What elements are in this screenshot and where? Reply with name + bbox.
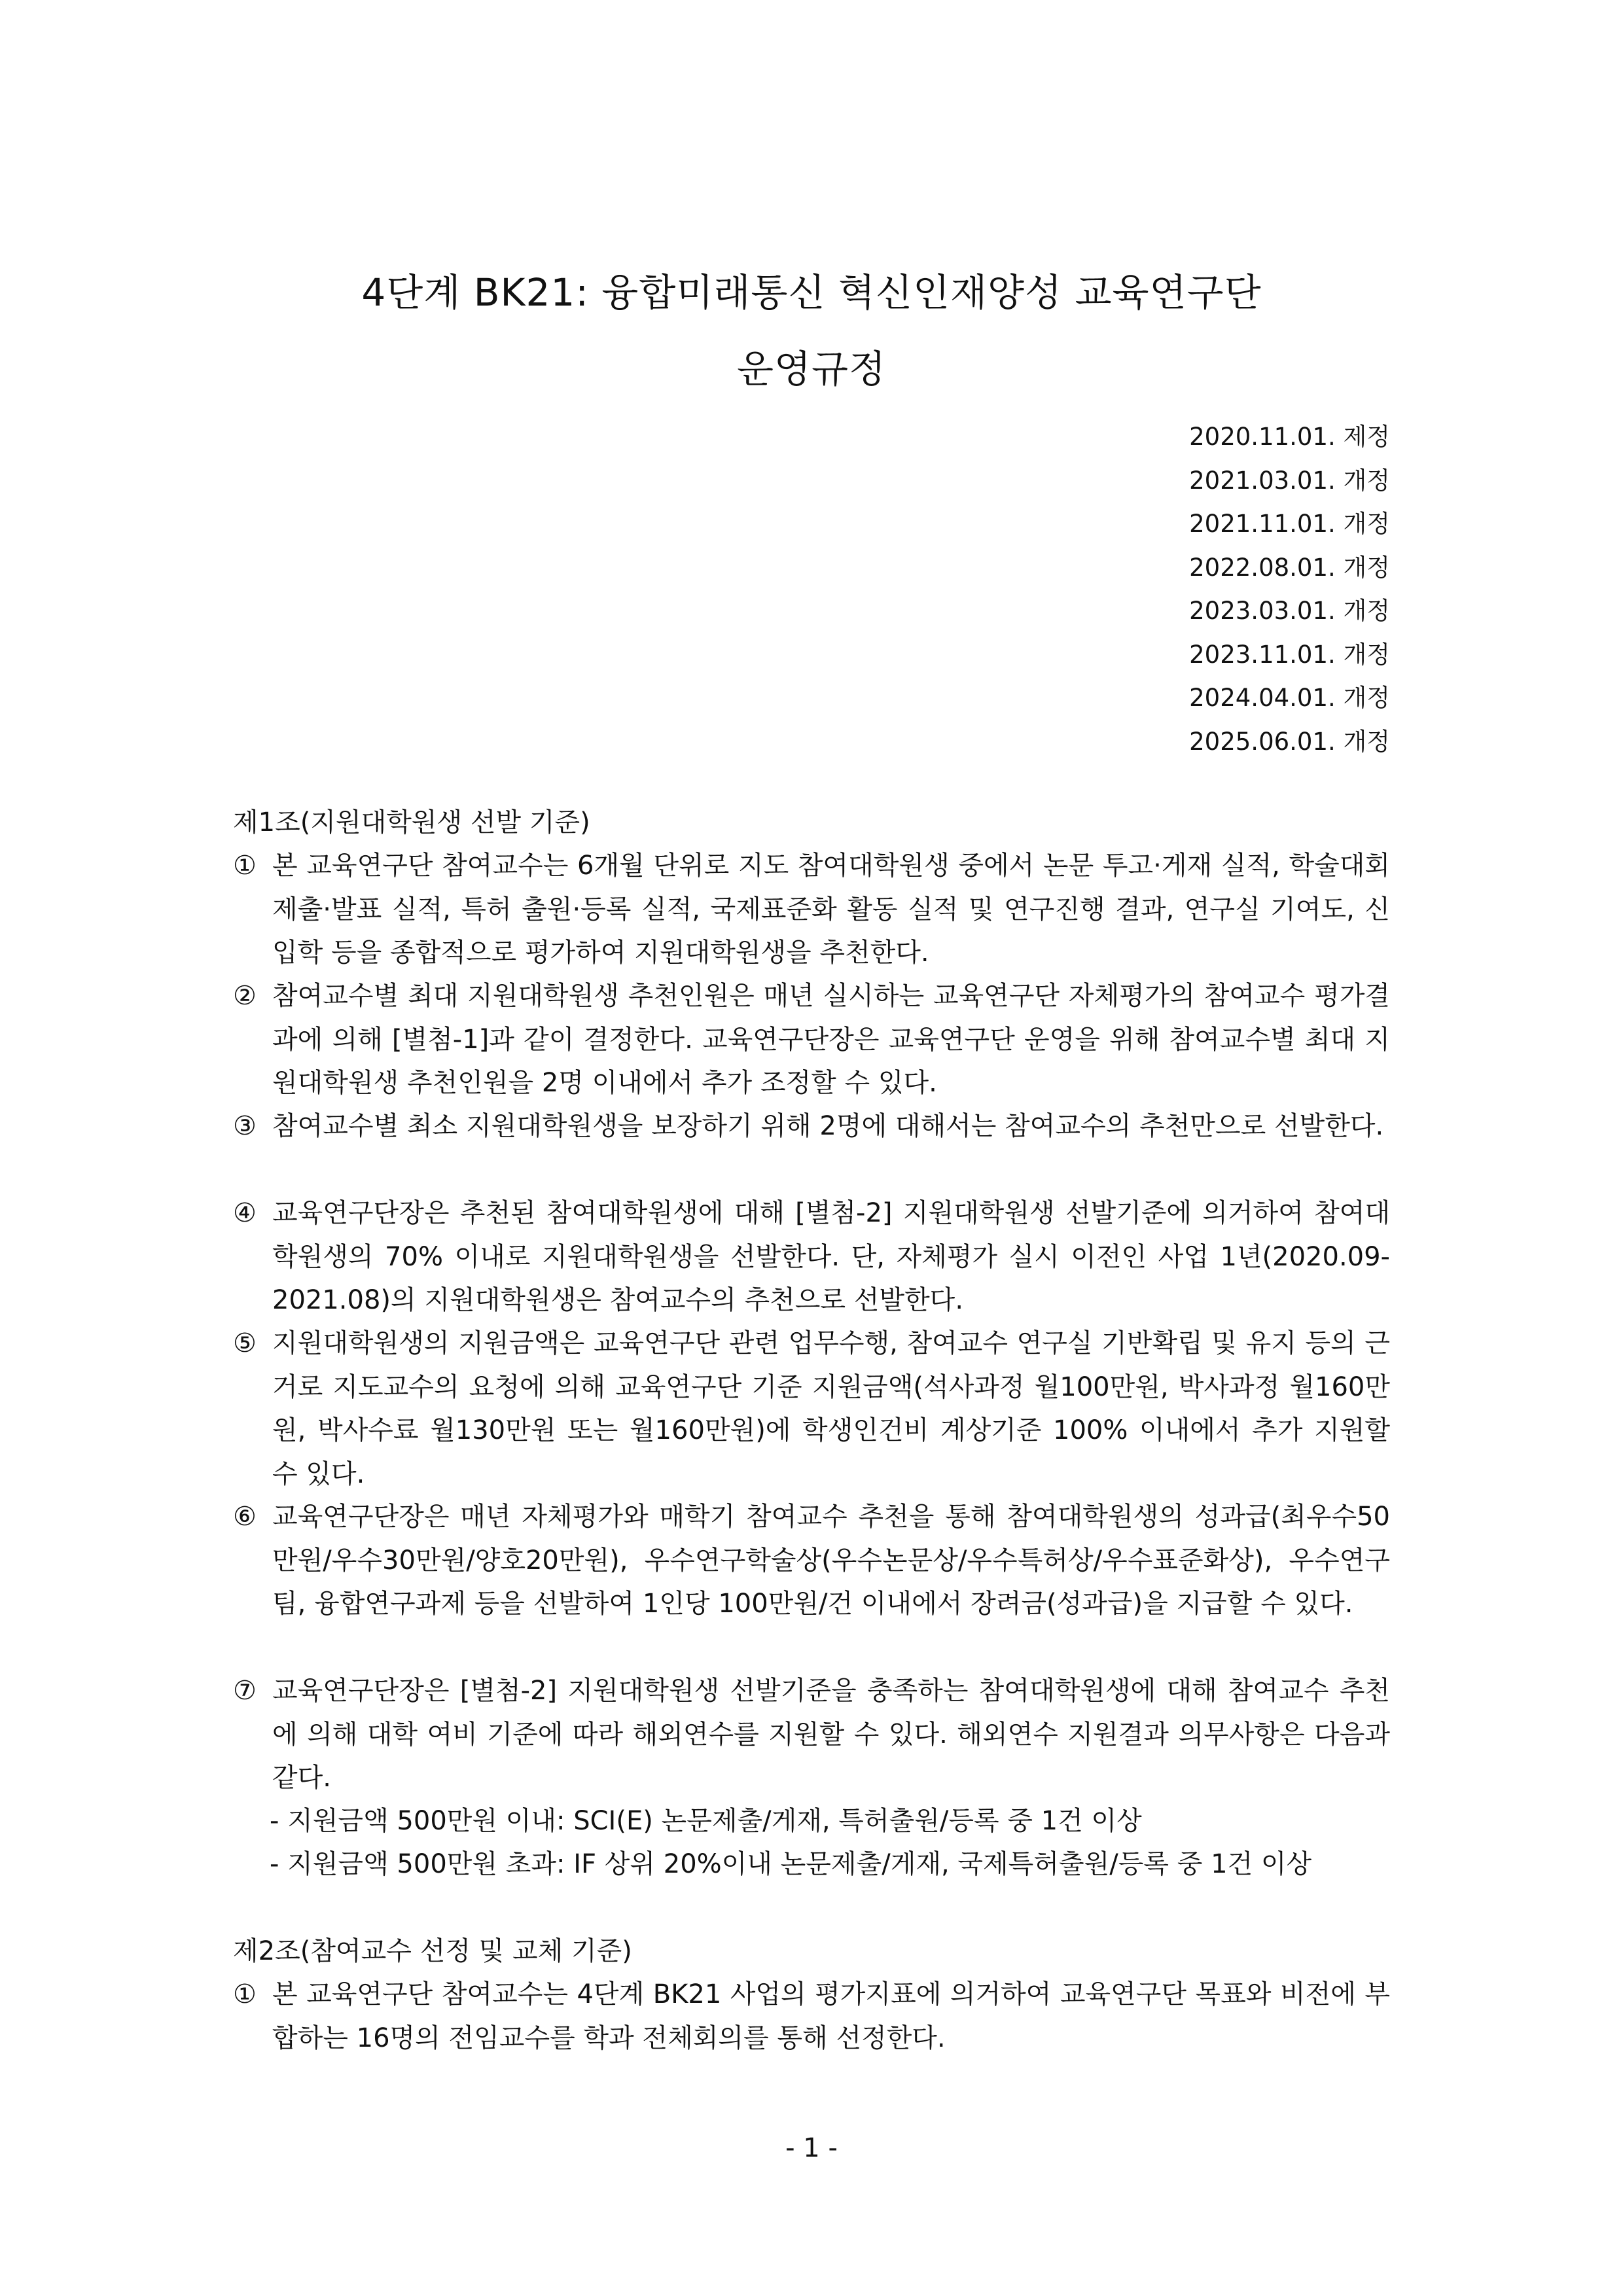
item-text: 지원대학원생의 지원금액은 교육연구단 관련 업무수행, 참여교수 연구실 기반확립 및 유지 등의 근거로 지도교수의 요청에 의해 교육연구단 기준 지원금액(석사과정 월100만원, 박사과정 월160만원, 박사수료 월130만원 또는 월160만원)에 학생인건비 계상기준 100% 이내에서 추가 지원할 수 있다. (272, 1328, 1390, 1489)
item-marker: ② (233, 981, 257, 1011)
article-1-item-6 (233, 1495, 1390, 1626)
revision-entry: 2024.04.01. 개정 (1189, 684, 1390, 712)
item-marker: ⑥ (233, 1502, 257, 1532)
revision-history (1189, 415, 1390, 764)
item-text: 교육연구단장은 [별첨-2] 지원대학원생 선발기준을 충족하는 참여대학원생에 대해 참여교수 추천에 의해 대학 여비 기준에 따라 해외연수를 지원할 수 있다. 해외연수 지원결과 의무사항은 다음과 같다. (272, 1676, 1390, 1793)
article-1-item-5 (233, 1322, 1390, 1496)
article-1-item-7 (233, 1669, 1390, 1800)
article-1-item-2 (233, 974, 1390, 1105)
revision-entry: 2025.06.01. 개정 (1189, 727, 1390, 756)
article-1-subitem-1: - 지원금액 500만원 이내: SCI(E) 논문제출/게재, 특허출원/등록 중 1건 이상 (270, 1806, 1142, 1836)
item-marker: ⑦ (233, 1676, 257, 1706)
page-number: - 1 - (785, 2133, 838, 2163)
item-marker: ④ (233, 1198, 257, 1228)
article-1-item-3 (233, 1104, 1390, 1148)
article-1-subitem-2: - 지원금액 500만원 초과: IF 상위 20%이내 논문제출/게재, 국제특허출원/등록 중 1건 이상 (270, 1849, 1312, 1879)
revision-entry: 2023.03.01. 개정 (1189, 597, 1390, 625)
article-1-heading: 제1조(지원대학원생 선발 기준) (233, 807, 590, 838)
article-2-heading: 제2조(참여교수 선정 및 교체 기준) (233, 1936, 632, 1966)
article-2-item-1 (233, 1973, 1390, 2060)
revision-entry: 2020.11.01. 제정 (1189, 423, 1390, 451)
item-marker: ① (233, 851, 257, 881)
item-text: 본 교육연구단 참여교수는 4단계 BK21 사업의 평가지표에 의거하여 교육연구단 목표와 비전에 부합하는 16명의 전임교수를 학과 전체회의를 통해 선정한다. (272, 1979, 1390, 2053)
item-text: 참여교수별 최대 지원대학원생 추천인원은 매년 실시하는 교육연구단 자체평가의 참여교수 평가결과에 의해 [별첨-1]과 같이 결정한다. 교육연구단장은 교육연구단 운영을 위해 참여교수별 최대 지원대학원생 추천인원을 2명 이내에서 추가 조정할 수 있다. (272, 981, 1390, 1098)
article-1-item-4 (233, 1192, 1390, 1322)
document-subtitle: 운영규정 (736, 347, 887, 391)
revision-entry: 2022.08.01. 개정 (1189, 553, 1390, 582)
item-text: 교육연구단장은 매년 자체평가와 매학기 참여교수 추천을 통해 참여대학원생의 성과급(최우수50만원/우수30만원/양호20만원), 우수연구학술상(우수논문상/우수특허상/우수표준화상), 우수연구팀, 융합연구과제 등을 선발하여 1인당 100만원/건 이내에서 장려금(성과급)을 지급할 수 있다. (272, 1502, 1390, 1619)
item-marker: ① (233, 1979, 257, 2009)
document-title: 4단계 BK21: 융합미래통신 혁신인재양성 교육연구단 (361, 270, 1262, 315)
item-text: 참여교수별 최소 지원대학원생을 보장하기 위해 2명에 대해서는 참여교수의 추천만으로 선발한다. (272, 1111, 1384, 1141)
item-text: 본 교육연구단 참여교수는 6개월 단위로 지도 참여대학원생 중에서 논문 투고·게재 실적, 학술대회 제출·발표 실적, 특허 출원·등록 실적, 국제표준화 활동 실적 및 연구진행 결과, 연구실 기여도, 신입학 등을 종합적으로 평가하여 지원대학원생을 추천한다. (272, 851, 1390, 968)
revision-entry: 2023.11.01. 개정 (1189, 640, 1390, 669)
article-1-item-1 (233, 844, 1390, 975)
revision-entry: 2021.03.01. 개정 (1189, 466, 1390, 495)
item-marker: ⑤ (233, 1328, 257, 1358)
revision-entry: 2021.11.01. 개정 (1189, 510, 1390, 538)
item-text: 교육연구단장은 추천된 참여대학원생에 대해 [별첨-2] 지원대학원생 선발기준에 의거하여 참여대학원생의 70% 이내로 지원대학원생을 선발한다. 단, 자체평가 실시 이전인 사업 1년(2020.09-2021.08)의 지원대학원생은 참여교수의 추천으로 선발한다. (272, 1198, 1390, 1315)
item-marker: ③ (233, 1111, 257, 1141)
